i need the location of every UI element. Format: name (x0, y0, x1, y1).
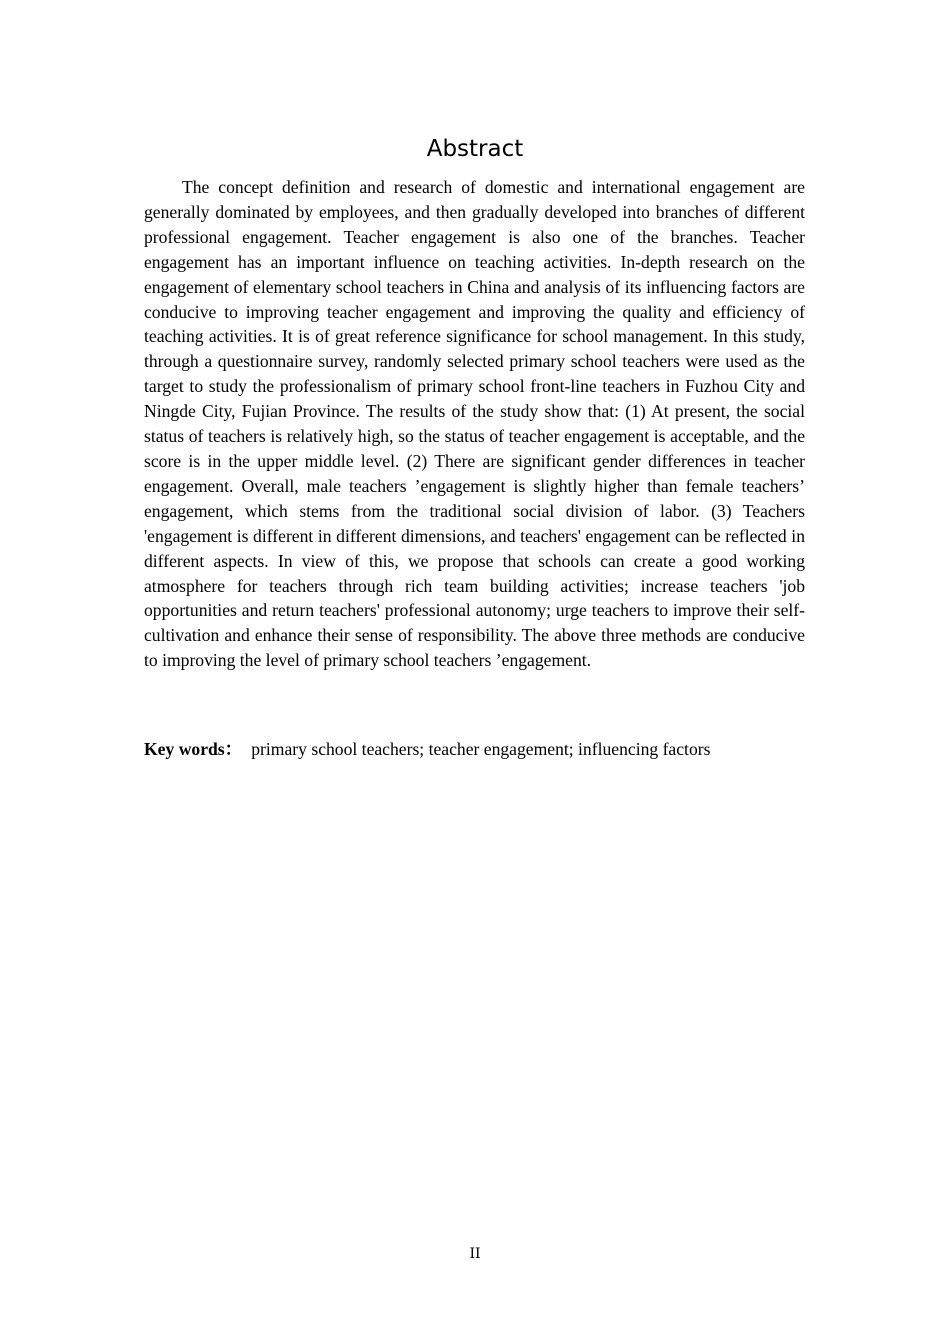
keywords-line (144, 737, 844, 762)
abstract-title: Abstract (426, 136, 524, 162)
keywords-text: primary school teachers; teacher engagement; influencing factors (251, 739, 711, 759)
keywords-label: Key words (144, 739, 225, 759)
keywords-separator: ： (224, 739, 243, 759)
page-number: II (469, 1246, 481, 1262)
abstract-body: The concept definition and research of domestic and international engagement are generally dominated by employees, and then gradually developed into branches of different professional engagement. Teacher engagement is also one of the branches. Teacher engagement has an important influence on teaching activities. In-depth research on the engagement of elementary school teachers in China and analysis of its influencing factors are conducive to improving teacher engagement and improving the quality and efficiency of teaching activities. It is of great reference significance for school management. In this study, through a questionnaire survey, randomly selected primary school teachers were used as the target to study the professionalism of primary school front-line teachers in Fuzhou City and Ningde City, Fujian Province. The results of the study show that: (1) At present, the social status of teachers is relatively high, so the status of teacher engagement is acceptable, and the score is in the upper middle level. (2) There are significant gender differences in teacher engagement. Overall, male teachers ’engagement is slightly higher than female teachers’ engagement, which stems from the traditional social division of labor. (3) Teachers 'engagement is different in different dimensions, and teachers' engagement can be reflected in different aspects. In view of this, we propose that schools can create a good working atmosphere for teachers through rich team building activities; increase teachers 'job opportunities and return teachers' professional autonomy; urge teachers to improve their self-cultivation and enhance their sense of responsibility. The above three methods are conducive to improving the level of primary school teachers ’engagement. (144, 177, 805, 671)
